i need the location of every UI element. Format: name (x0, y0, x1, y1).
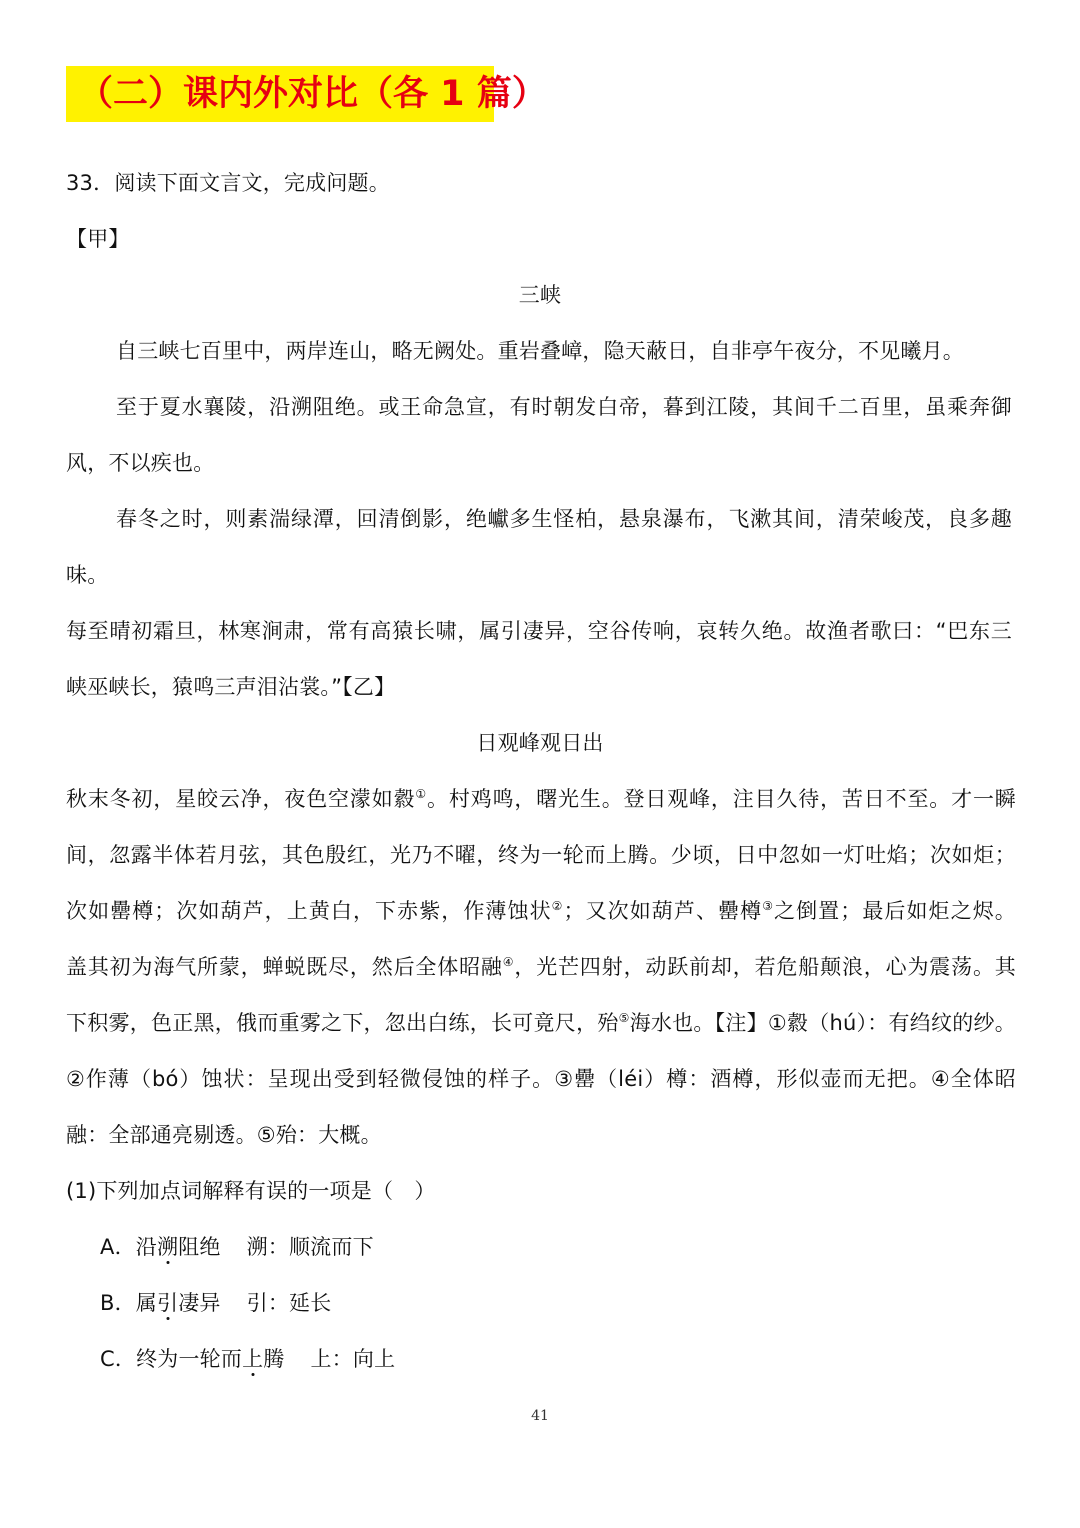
option-c (100, 1344, 395, 1374)
section-heading: （二）课内外对比（各 1 篇） (66, 66, 494, 122)
sub-question-stem: (1)下列加点词解释有误的一项是（ ） (66, 1179, 436, 1203)
note-marker: ① (415, 787, 428, 801)
question-intro: 33．阅读下面文言文，完成问题。 (66, 171, 390, 195)
option-a (100, 1232, 374, 1262)
passage-b-text: 。村鸡鸣，曙光生。登日观峰，注目久待，苦日不至。才一瞬 (427, 787, 1016, 811)
passage-a-paragraph: 自三峡七百里中，两岸连山，略无阙处。重岩叠嶂，隐天蔽日，自非亭午夜分，不见曦月。 (116, 339, 964, 363)
passage-b-line: 间，忽露半体若月弦，其色殷红，光乃不曜，终为一轮而上腾。少顷，日中忽如一灯吐焰；次如炬； (66, 843, 1016, 867)
page-number: 41 (531, 1408, 549, 1424)
note-marker: ③ (762, 899, 775, 913)
passage-b-text: 盖其初为海气所蒙，蝉蜕既尽，然后全体昭融 (66, 955, 503, 979)
passage-b-notes: 融：全部通亮剔透。⑤殆：大概。 (66, 1123, 382, 1147)
passage-b-text: 之倒置；最后如炬之烬。 (774, 899, 1016, 923)
passage-a-paragraph-cont: 峡巫峡长，猿鸣三声泪沾裳。”【乙】 (66, 675, 396, 699)
option-gloss: 上：向上 (310, 1347, 396, 1371)
passage-a-paragraph: 每至晴初霜旦，林寒涧肃，常有高猿长啸，属引凄异，空谷传响，哀转久绝。故渔者歌曰：“巴东三 (66, 619, 1012, 643)
option-text: A．沿 (100, 1235, 157, 1259)
option-gloss: 引：延长 (246, 1291, 332, 1315)
dotted-word: 上 (242, 1347, 264, 1371)
passage-b-line (66, 1008, 1016, 1038)
passage-b-text: ；又次如葫芦、罍樽 (563, 899, 763, 923)
option-text: 阻绝 (178, 1235, 221, 1259)
passage-b-text: 次如罍樽；次如葫芦，上黄白，下赤紫，作薄蚀状 (66, 899, 552, 923)
note-marker: ④ (502, 955, 515, 969)
dotted-word: 溯 (156, 1235, 179, 1259)
passage-b-text: 下积雾，色正黑，俄而重雾之下，忽出白练，长可竟尺，殆 (66, 1011, 619, 1035)
option-text: C．终为一轮而 (100, 1347, 243, 1371)
passage-b-title: 日观峰观日出 (476, 731, 604, 755)
note-marker: ② (551, 899, 564, 913)
passage-a-paragraph-cont: 味。 (66, 563, 109, 587)
passage-a-paragraph: 春冬之时，则素湍绿潭，回清倒影，绝巘多生怪柏，悬泉瀑布，飞漱其间，清荣峻茂，良多趣 (116, 507, 1012, 531)
passage-a-title: 三峡 (518, 283, 562, 307)
passage-b-line (66, 952, 1016, 982)
part-a-label: 【甲】 (66, 227, 130, 251)
passage-b-text: 海水也。【注】①縠（hú）：有绉纹的纱。 (629, 1011, 1016, 1035)
note-marker: ⑤ (618, 1011, 630, 1025)
passage-b-text: ，光芒四射，动跃前却，若危船颠浪，心为震荡。其 (514, 955, 1017, 979)
option-text: B．属 (100, 1291, 158, 1315)
passage-b-text: 秋末冬初，星皎云净，夜色空濛如縠 (66, 787, 416, 811)
dotted-word: 引 (157, 1291, 179, 1315)
passage-b-line (66, 784, 1016, 814)
passage-a-paragraph: 至于夏水襄陵，沿溯阻绝。或王命急宣，有时朝发白帝，暮到江陵，其间千二百里，虽乘奔御 (116, 395, 1012, 419)
passage-b-line (66, 896, 1016, 926)
option-text: 腾 (263, 1347, 285, 1371)
option-b (100, 1288, 331, 1318)
option-text: 凄异 (178, 1291, 221, 1315)
passage-b-notes: ②作薄（bó）蚀状：呈现出受到轻微侵蚀的样子。③罍（léi）樽：酒樽，形似壶而无把。④全体昭 (66, 1067, 1016, 1091)
option-gloss: 溯：顺流而下 (246, 1235, 374, 1259)
passage-a-paragraph-cont: 风，不以疾也。 (66, 451, 215, 475)
